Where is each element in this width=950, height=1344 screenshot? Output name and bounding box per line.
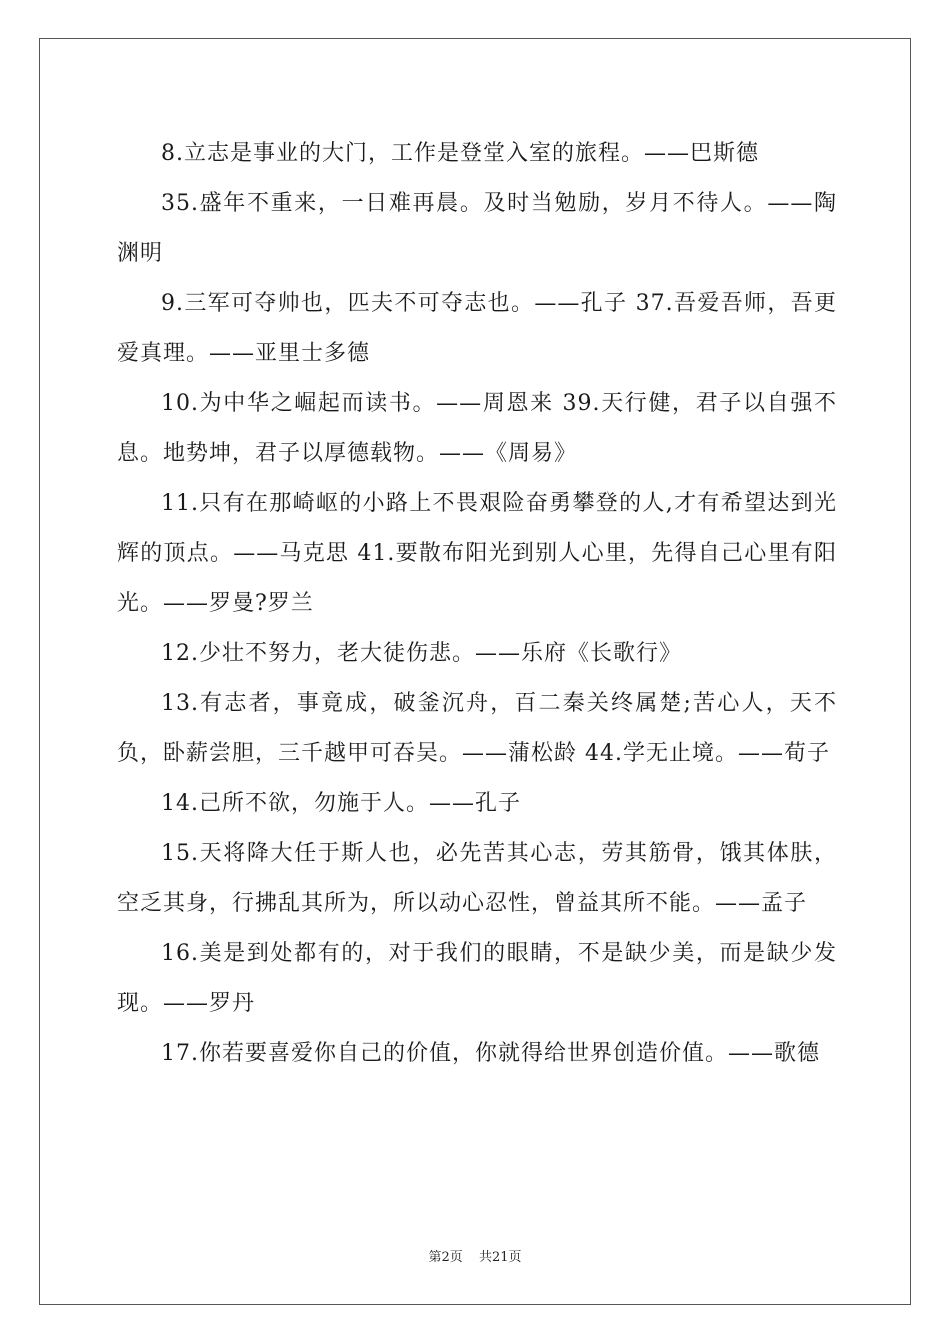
quote-paragraph: 11.只有在那崎岖的小路上不畏艰险奋勇攀登的人,才有希望达到光辉的顶点。——马克思 41.要散布阳光到别人心里，先得自己心里有阳光。——罗曼?罗兰 xyxy=(117,491,837,616)
quote-paragraph: 16.美是到处都有的，对于我们的眼睛，不是缺少美，而是缺少发现。——罗丹 xyxy=(117,941,837,1016)
quote-paragraph: 15.天将降大任于斯人也，必先苦其心志，劳其筋骨，饿其体肤，空乏其身，行拂乱其所为，所以动心忍性，曾益其所不能。——孟子 xyxy=(117,841,837,916)
quote-paragraph: 14.己所不欲，勿施于人。——孔子 xyxy=(161,791,521,816)
quote-paragraph: 35.盛年不重来，一日难再晨。及时当勉励，岁月不待人。——陶渊明 xyxy=(117,191,837,266)
quote-paragraph: 12.少壮不努力，老大徒伤悲。——乐府《长歌行》 xyxy=(161,641,682,666)
document-body xyxy=(117,129,837,1079)
quote-paragraph: 9.三军可夺帅也，匹夫不可夺志也。——孔子 37.吾爱吾师，吾更爱真理。——亚里士多德 xyxy=(117,291,837,366)
quote-paragraph: 10.为中华之崛起而读书。——周恩来 39.天行健，君子以自强不息。地势坤，君子以厚德载物。——《周易》 xyxy=(117,391,837,466)
page-footer xyxy=(0,1246,950,1265)
page-number: 第2页 xyxy=(428,1250,463,1265)
quote-paragraph: 17.你若要喜爱你自己的价值，你就得给世界创造价值。——歌德 xyxy=(161,1041,820,1066)
quote-paragraph: 8.立志是事业的大门，工作是登堂入室的旅程。——巴斯德 xyxy=(161,141,759,166)
quote-paragraph: 13.有志者，事竟成，破釜沉舟，百二秦关终属楚;苦心人，天不负，卧薪尝胆，三千越甲可吞吴。——蒲松龄 44.学无止境。——荀子 xyxy=(117,691,837,766)
page-total: 共21页 xyxy=(478,1250,522,1265)
